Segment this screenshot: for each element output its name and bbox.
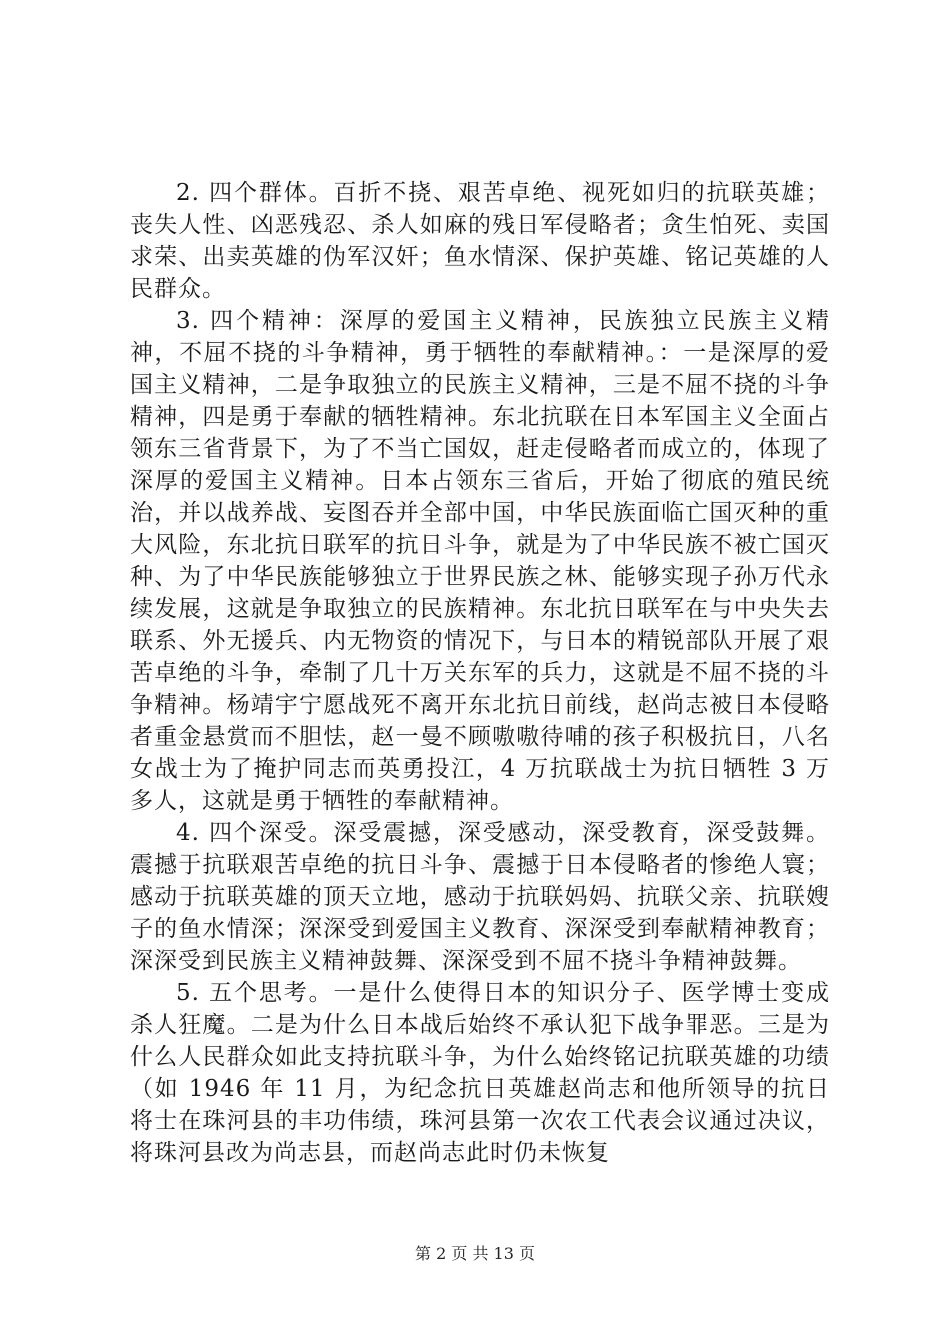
paragraph-four-spirits: 3. 四个精神：深厚的爱国主义精神，民族独立民族主义精神，不屈不挠的斗争精神，勇于牺牲的奉献精神。：一是深厚的爱国主义精神，二是争取独立的民族主义精神，三是不屈不挠的斗争精神，四是勇于奉献的牺牲精神。东北抗联在日本军国主义全面占领东三省背景下，为了不当亡国奴，赶走侵略者而成立的，体现了深厚的爱国主义精神。日本占领东三省后，开始了彻底的殖民统治，并以战养战、妄图吞并全部中国，中华民族面临亡国灭种的重大风险，东北抗日联军的抗日斗争，就是为了中华民族不被亡国灭种、为了中华民族能够独立于世界民族之林、能够实现子孙万代永续发展，这就是争取独立的民族精神。东北抗日联军在与中央失去联系、外无援兵、内无物资的情况下，与日本的精锐部队开展了艰苦卓绝的斗争，牵制了几十万关东军的兵力，这就是不屈不挠的斗争精神。杨靖宇宁愿战死不离开东北抗日前线，赵尚志被日本侵略者重金悬赏而不胆怯，赵一曼不顾嗷嗷待哺的孩子积极抗日，八名女战士为了掩护同志而英勇投江，4 万抗联战士为抗日牺牲 3 万多人，这就是勇于牺牲的奉献精神。 (130, 308, 830, 814)
page-number-footer: 第 2 页 共 13 页 (415, 1244, 535, 1263)
paragraph-five-reflections: 5. 五个思考。一是什么使得日本的知识分子、医学博士变成杀人狂魔。二是为什么日本战后始终不承认犯下战争罪恶。三是为什么人民群众如此支持抗联斗争，为什么始终铭记抗联英雄的功绩（如 1946 年 11 月，为纪念抗日英雄赵尚志和他所领导的抗日将士在珠河县的丰功伟绩，珠河县第一次农工代表会议通过决议，将珠河县改为尚志县，而赵尚志此时仍未恢复 (130, 980, 830, 1166)
paragraph-four-groups: 2. 四个群体。百折不挠、艰苦卓绝、视死如归的抗联英雄；丧失人性、凶恶残忍、杀人如麻的残日军侵略者；贪生怕死、卖国求荣、出卖英雄的伪军汉奸；鱼水情深、保护英雄、铭记英雄的人民群众。 (130, 180, 830, 302)
document-body (130, 177, 830, 1169)
paragraph-four-feelings: 4. 四个深受。深受震撼，深受感动，深受教育，深受鼓舞。震撼于抗联艰苦卓绝的抗日斗争、震撼于日本侵略者的惨绝人寰；感动于抗联英雄的顶天立地，感动于抗联妈妈、抗联父亲、抗联嫂子的鱼水情深；深深受到爱国主义教育、深深受到奉献精神教育；深深受到民族主义精神鼓舞、深深受到不屈不挠斗争精神鼓舞。 (130, 820, 830, 974)
